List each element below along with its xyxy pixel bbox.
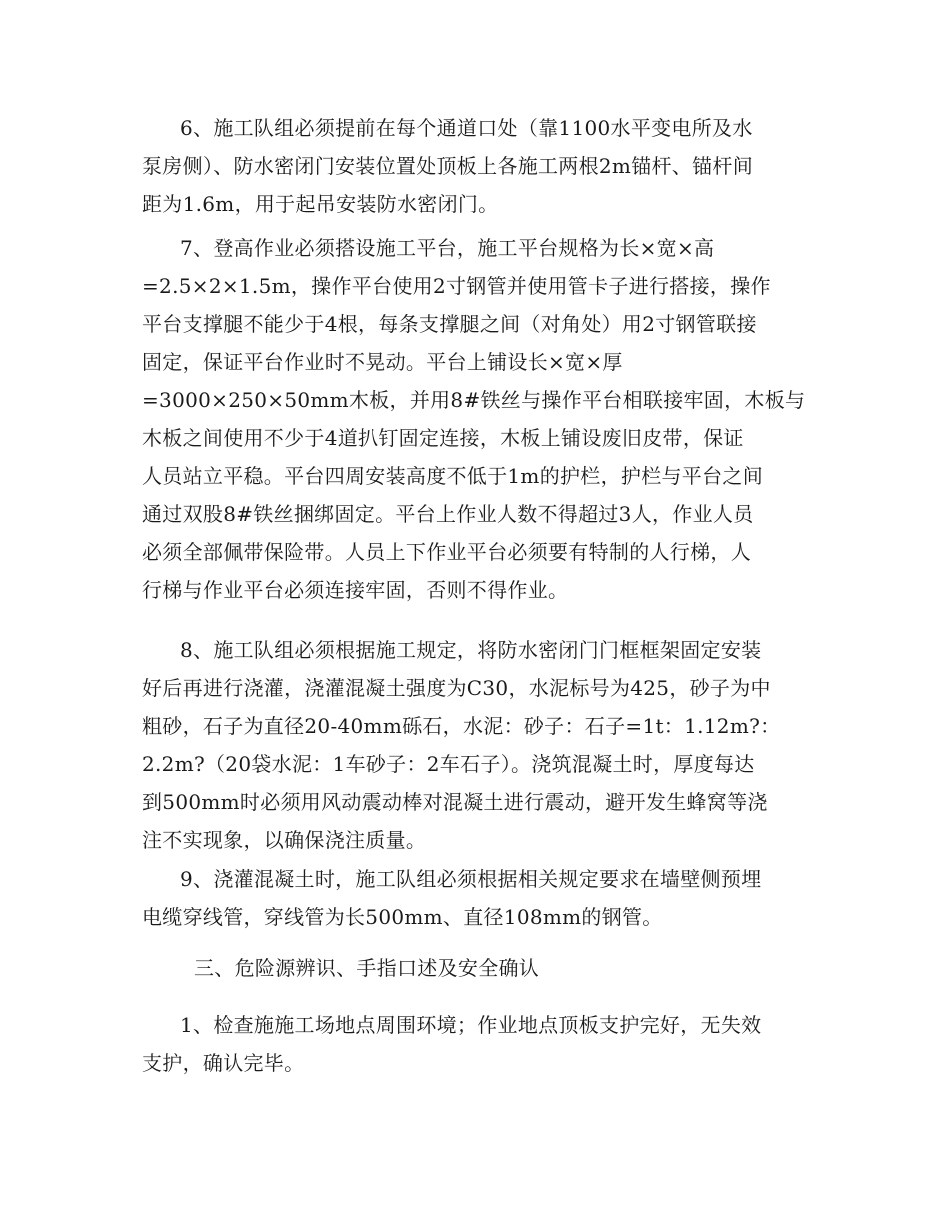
paragraph-line: 9、浇灌混凝土时，施工队组必须根据相关规定要求在墙壁侧预埋 (180, 867, 762, 891)
paragraph-8 (142, 631, 810, 859)
paragraph-line: 距为1.6m，用于起吊安装防水密闭门。 (142, 192, 499, 216)
paragraph-line: 必须全部佩带保险带。人员上下作业平台必须要有特制的人行梯，人 (142, 540, 751, 564)
paragraph-line: 泵房侧）、防水密闭门安装位置处顶板上各施工两根2m锚杆、锚杆间 (142, 154, 753, 178)
paragraph-line: 木板之间使用不少于4道扒钉固定连接，木板上铺设废旧皮带，保证 (142, 426, 744, 450)
paragraph-check-1 (142, 1006, 810, 1082)
paragraph-line: 1、检查施施工场地点周围环境；作业地点顶板支护完好，无失效 (180, 1013, 762, 1037)
paragraph-line: 8、施工队组必须根据施工规定，将防水密闭门门框框架固定安装 (180, 638, 762, 662)
paragraph-line: 通过双股8#铁丝捆绑固定。平台上作业人数不得超过3人，作业人员 (142, 502, 754, 526)
paragraph-line: 人员站立平稳。平台四周安装高度不低于1m的护栏，护栏与平台之间 (142, 464, 763, 488)
paragraph-6 (142, 109, 810, 223)
paragraph-line: 粗砂，石子为直径20-40mm砾石，水泥：砂子：石子=1t：1.12m?： (142, 714, 781, 738)
paragraph-line: 好后再进行浇灌，浇灌混凝土强度为C30，水泥标号为425，砂子为中 (142, 676, 771, 700)
paragraph-line: =3000×250×50mm木板，并用8#铁丝与操作平台相联接牢固，木板与 (142, 388, 806, 412)
paragraph-line: 6、施工队组必须提前在每个通道口处（靠1100水平变电所及水 (180, 116, 753, 140)
paragraph-line: 注不实现象，以确保浇注质量。 (142, 828, 427, 852)
paragraph-line: =2.5×2×1.5m，操作平台使用2寸钢管并使用管卡子进行搭接，操作 (142, 274, 771, 298)
paragraph-line: 7、登高作业必须搭设施工平台，施工平台规格为长×宽×高 (180, 236, 715, 260)
paragraph-9 (142, 860, 810, 936)
paragraph-line: 平台支撑腿不能少于4根，每条支撑腿之间（对角处）用2寸钢管联接 (142, 312, 757, 336)
paragraph-line: 到500mm时必须用风动震动棒对混凝土进行震动，避开发生蜂窝等浇 (142, 790, 768, 814)
paragraph-line: 2.2m?（20袋水泥：1车砂子：2车石子）。浇筑混凝土时，厚度每达 (142, 752, 755, 776)
paragraph-7 (142, 229, 810, 609)
section-heading (142, 949, 810, 987)
paragraph-line: 电缆穿线管，穿线管为长500mm、直径108mm的钢管。 (142, 905, 663, 929)
section-title: 三、危险源辨识、手指口述及安全确认 (194, 956, 540, 980)
paragraph-line: 固定，保证平台作业时不晃动。平台上铺设长×宽×厚 (142, 350, 623, 374)
paragraph-line: 支护，确认完毕。 (142, 1051, 305, 1075)
paragraph-line: 行梯与作业平台必须连接牢固，否则不得作业。 (142, 578, 569, 602)
